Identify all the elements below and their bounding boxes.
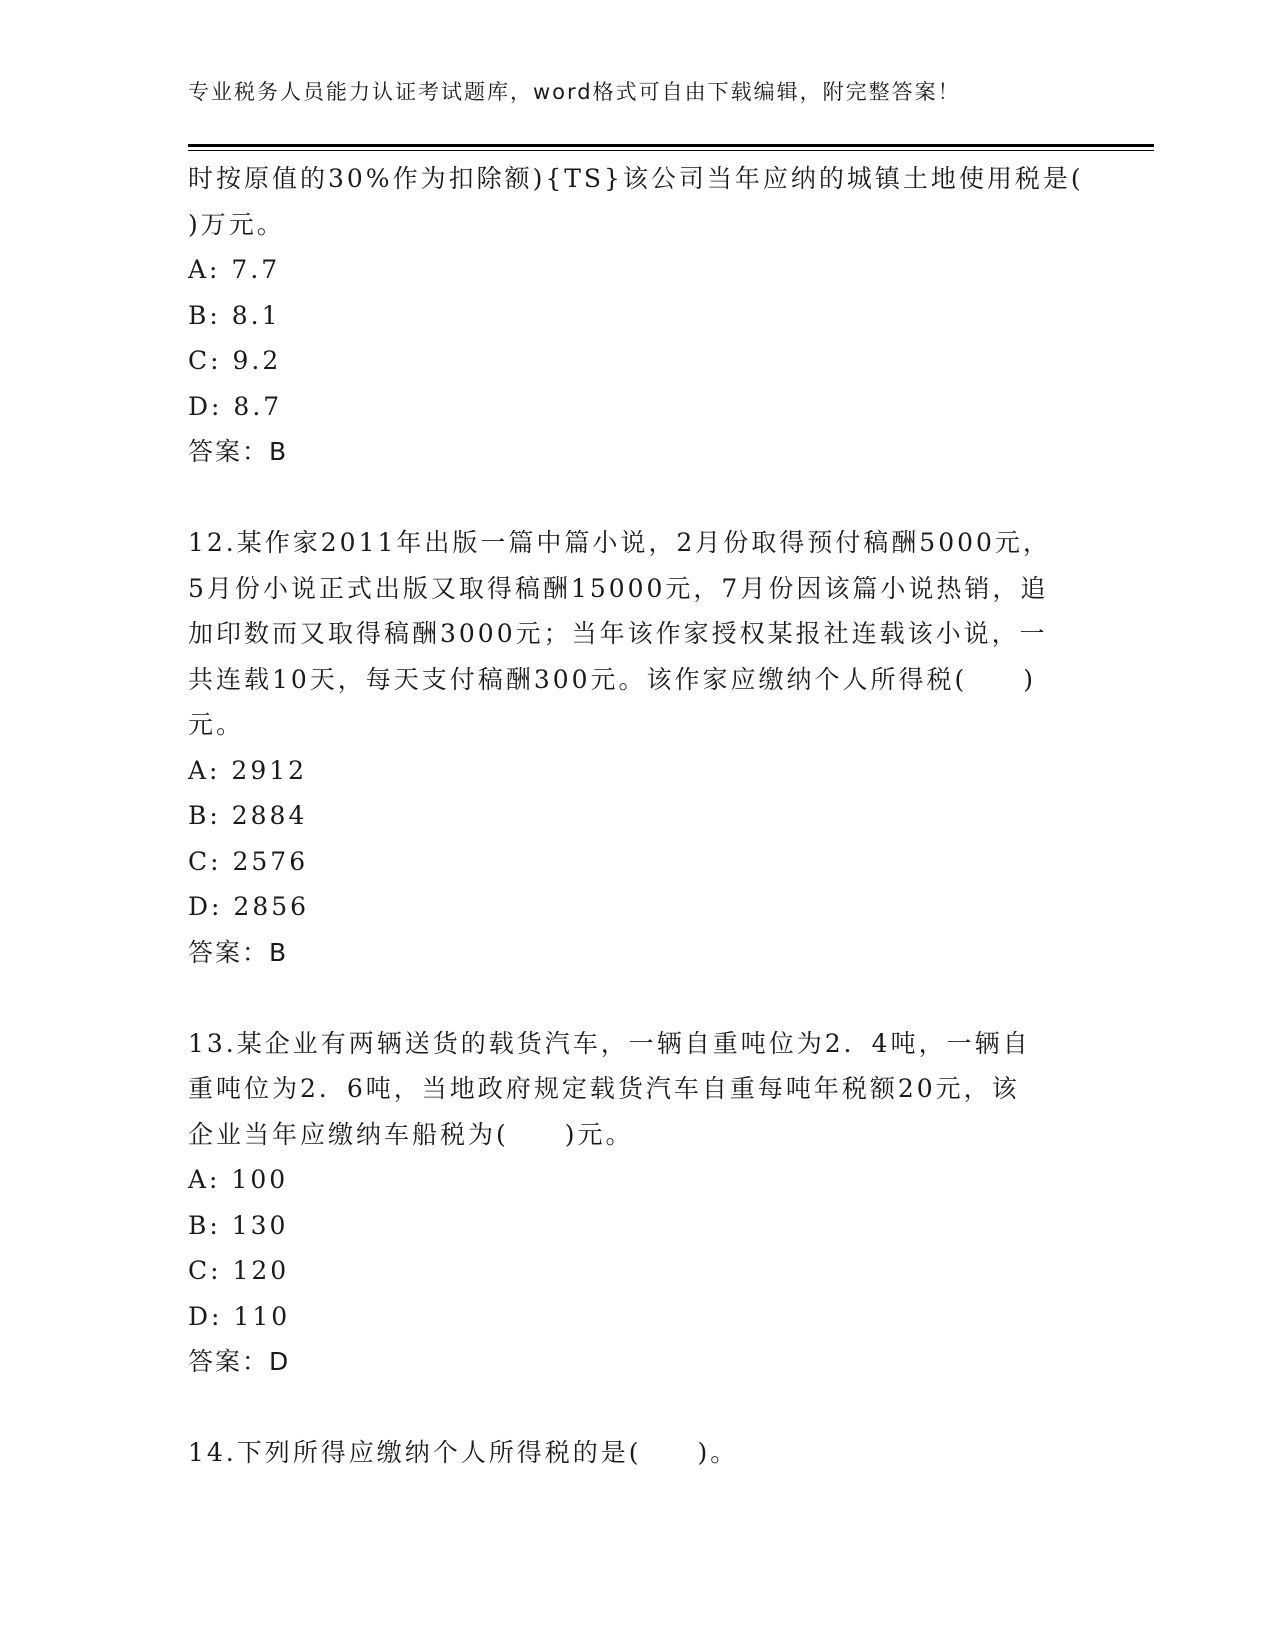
option-c: C: 9.2	[188, 346, 282, 375]
question-block	[188, 1430, 1088, 1476]
option-d: D: 8.7	[188, 391, 283, 421]
question-stem-line: 时按原值的30%作为扣除额){TS}该公司当年应纳的城镇土地使用税是(	[188, 164, 1084, 193]
question-stem-line: 企业当年应缴纳车船税为( )元。	[188, 1119, 634, 1149]
question-stem-line: 5月份小说正式出版又取得稿酬15000元，7月份因该篇小说热销，追	[188, 573, 1049, 603]
option-b: B: 130	[188, 1210, 289, 1240]
question-stem-line: 14.下列所得应缴纳个人所得税的是( )。	[188, 1438, 739, 1467]
option-b: B: 2884	[188, 801, 308, 830]
answer-line: 答案：D	[188, 1347, 291, 1376]
option-d: D: 110	[188, 1301, 291, 1331]
question-stem-line: 共连载10天，每天支付稿酬300元。该作家应缴纳个人所得税( )	[188, 664, 1037, 694]
question-stem-line: 12.某作家2011年出版一篇中篇小说，2月份取得预付稿酬5000元，	[188, 528, 1051, 557]
option-a: A: 100	[188, 1165, 289, 1194]
question-list	[188, 156, 1088, 1476]
option-c: C: 120	[188, 1256, 290, 1285]
header-rule-thin	[188, 150, 1154, 151]
question-block	[188, 1021, 1088, 1385]
question-stem-line: )万元。	[188, 209, 285, 239]
page-header: 专业税务人员能力认证考试题库，word格式可自由下载编辑，附完整答案！	[188, 80, 961, 104]
question-stem-line: 元。	[188, 710, 245, 739]
question-stem-line: 加印数而又取得稿酬3000元；当年该作家授权某报社连载该小说，一	[188, 619, 1048, 648]
question-block	[188, 156, 1088, 475]
option-a: A: 2912	[188, 755, 308, 785]
option-d: D: 2856	[188, 892, 310, 921]
header-rule-thick	[188, 144, 1154, 147]
answer-line: 答案：B	[188, 937, 289, 967]
option-a: A: 7.7	[188, 255, 281, 284]
answer-line: 答案：B	[188, 437, 289, 466]
question-stem-line: 重吨位为2．6吨，当地政府规定载货汽车自重每吨年税额20元，该	[188, 1074, 1020, 1103]
option-b: B: 8.1	[188, 300, 281, 330]
question-block	[188, 520, 1088, 975]
question-stem-line: 13.某企业有两辆送货的载货汽车，一辆自重吨位为2．4吨，一辆自	[188, 1028, 1031, 1058]
option-c: C: 2576	[188, 846, 309, 876]
